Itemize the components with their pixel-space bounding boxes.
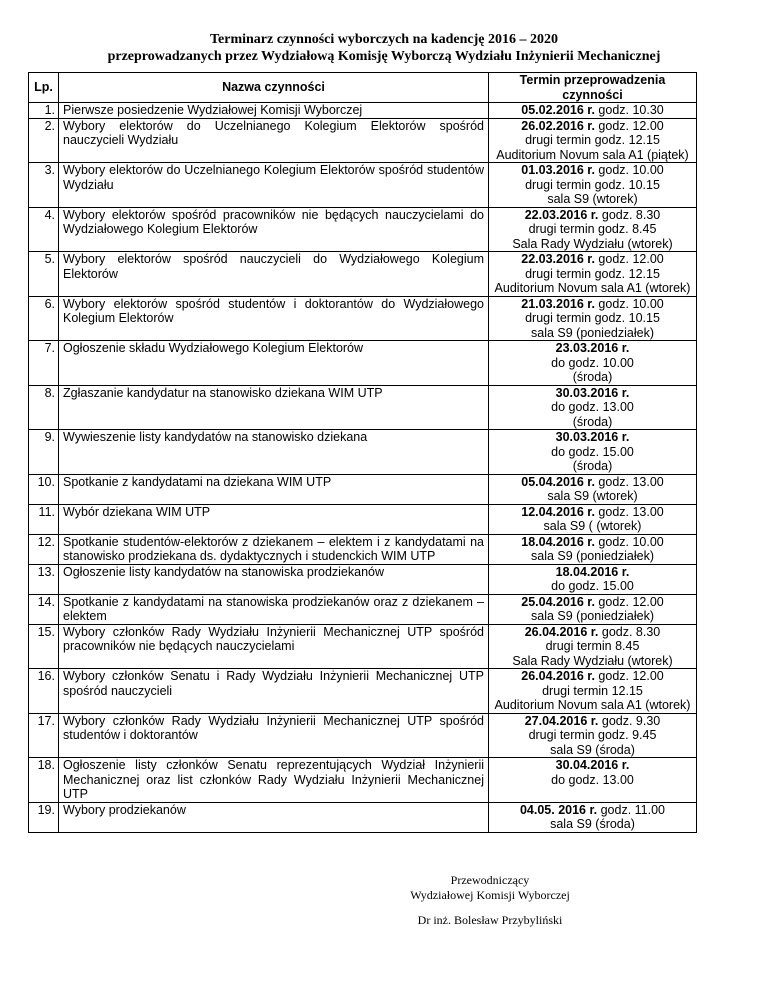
row-number: 19. [29, 802, 59, 832]
table-row [29, 624, 697, 669]
row-number: 12. [29, 534, 59, 564]
activity-term [489, 758, 697, 803]
row-number: 4. [29, 207, 59, 252]
row-number: 16. [29, 669, 59, 714]
activity-term [489, 504, 697, 534]
term-details: godz. 13.00 sala S9 (wtorek) [547, 474, 664, 503]
term-details: godz. 8.30 drugi termin godz. 8.45 Sala Rady Wydziału (wtorek) [512, 207, 673, 251]
activity-term [489, 207, 697, 252]
document-subtitle: przeprowadzanych przez Wydziałową Komisję Wyborczą Wydziału Inżynierii Mechanicznej [107, 49, 661, 64]
activity-name: Zgłaszanie kandydatur na stanowisko dziekana WIM UTP [59, 385, 489, 430]
table-header-row [29, 73, 697, 103]
term-date: 30.03.2016 r. [555, 430, 630, 444]
table-row [29, 669, 697, 714]
signature-committee: Wydziałowej Komisji Wyborczej [410, 888, 570, 902]
header-lp: Lp. [29, 73, 59, 103]
term-date: 18.04.2016 r. [555, 564, 630, 579]
row-number: 6. [29, 296, 59, 341]
activity-name: Wybór dziekana WIM UTP [59, 504, 489, 534]
table-row [29, 207, 697, 252]
term-date: 30.04.2016 r. [555, 758, 630, 772]
row-number: 14. [29, 594, 59, 624]
term-details: godz. 9.30 drugi termin godz. 9.45 sala S9 (środa) [528, 713, 661, 757]
table-row [29, 713, 697, 758]
term-details: godz. 10.00 drugi termin godz. 10.15 sala S9 (poniedziałek) [525, 296, 664, 340]
activity-name: Wybory elektorów do Uczelnianego Kolegium Elektorów spośród studentów Wydziału [59, 163, 489, 208]
term-details: godz. 12.00 drugi termin godz. 12.15 Auditorium Novum sala A1 (piątek) [496, 118, 689, 162]
activity-name: Wybory członków Senatu i Rady Wydziału Inżynierii Mechanicznej UTP spośród nauczycieli [59, 669, 489, 714]
activity-name: Wybory członków Rady Wydziału Inżynierii Mechanicznej UTP spośród studentów i doktorantów [59, 713, 489, 758]
header-name: Nazwa czynności [59, 73, 489, 103]
term-details: godz. 10.00 sala S9 (poniedziałek) [531, 534, 664, 563]
activity-term [489, 385, 697, 430]
term-date: 25.04.2016 r. [521, 594, 595, 609]
signature-title: Przewodniczący [450, 873, 530, 887]
term-date: 05.04.2016 r. [521, 474, 595, 489]
table-row [29, 103, 697, 119]
row-number: 17. [29, 713, 59, 758]
table-row [29, 564, 697, 594]
term-details: godz. 8.30 drugi termin 8.45 Sala Rady Wydziału (wtorek) [512, 624, 673, 668]
activity-name: Ogłoszenie składu Wydziałowego Kolegium Elektorów [59, 341, 489, 386]
term-details: godz. 10.30 [594, 103, 664, 117]
activity-term [489, 163, 697, 208]
table-row [29, 758, 697, 803]
term-details: do godz. 15.00 [551, 579, 634, 593]
activity-term [489, 669, 697, 714]
header-term: Termin przeprowadzenia czynności [489, 73, 697, 103]
document-title: Terminarz czynności wyborczych na kadencję 2016 – 2020 [209, 32, 559, 47]
signature-name: Dr inż. Bolesław Przybyliński [417, 913, 563, 927]
row-number: 11. [29, 504, 59, 534]
term-date: 04.05. 2016 r. [519, 802, 598, 817]
activity-name: Wybory prodziekanów [59, 802, 489, 832]
term-details: do godz. 13.00 (środa) [551, 400, 634, 429]
activity-name: Pierwsze posiedzenie Wydziałowej Komisji Wyborczej [59, 103, 489, 119]
term-date: 21.03.2016 r. [521, 296, 595, 311]
row-number: 2. [29, 118, 59, 163]
table-row [29, 534, 697, 564]
term-details: godz. 13.00 sala S9 ( (wtorek) [543, 504, 664, 533]
table-row [29, 504, 697, 534]
activity-term [489, 103, 697, 119]
term-date: 26.02.2016 r. [521, 118, 595, 133]
activity-term [489, 252, 697, 297]
row-number: 13. [29, 564, 59, 594]
activity-name: Wybory elektorów spośród studentów i doktorantów do Wydziałowego Kolegium Elektorów [59, 296, 489, 341]
table-row [29, 118, 697, 163]
term-details: do godz. 13.00 [551, 772, 634, 787]
activity-name: Wybory elektorów spośród pracowników nie będących nauczycielami do Wydziałowego Kolegium Elektorów [59, 207, 489, 252]
term-date: 18.04.2016 r. [521, 534, 595, 549]
activity-term [489, 564, 697, 594]
activity-term [489, 534, 697, 564]
table-row [29, 474, 697, 504]
row-number: 8. [29, 385, 59, 430]
term-date: 27.04.2016 r. [524, 713, 599, 728]
activity-term [489, 802, 697, 832]
activity-term [489, 296, 697, 341]
term-details: do godz. 10.00 (środa) [551, 355, 634, 384]
row-number: 9. [29, 430, 59, 475]
activity-term [489, 430, 697, 475]
table-body [29, 103, 697, 833]
table-row [29, 594, 697, 624]
activity-term [489, 341, 697, 386]
activity-name: Wybory elektorów spośród nauczycieli do Wydziałowego Kolegium Elektorów [59, 252, 489, 297]
table-row [29, 385, 697, 430]
row-number: 1. [29, 103, 59, 119]
term-date: 22.03.2016 r. [521, 252, 595, 266]
activity-name: Spotkanie z kandydatami na dziekana WIM UTP [59, 474, 489, 504]
term-details: godz. 12.00 sala S9 (poniedziałek) [531, 594, 664, 623]
table-row [29, 296, 697, 341]
activity-name: Ogłoszenie listy członków Senatu reprezentujących Wydział Inżynierii Mechanicznej oraz list członków Rady Wydziału Inżynierii Mechanicznej UTP [59, 758, 489, 803]
term-date: 01.03.2016 r. [521, 163, 595, 177]
term-date: 30.03.2016 r. [555, 385, 630, 400]
term-date: 22.03.2016 r. [524, 207, 599, 222]
term-date: 05.02.2016 r. [521, 103, 595, 117]
table-row [29, 802, 697, 832]
row-number: 3. [29, 163, 59, 208]
term-details: godz. 12.00 drugi termin 12.15 Auditorium Novum sala A1 (wtorek) [494, 669, 691, 712]
activity-name: Wybory członków Rady Wydziału Inżynierii Mechanicznej UTP spośród pracowników nie będących nauczycielami [59, 624, 489, 669]
row-number: 15. [29, 624, 59, 669]
activity-name: Spotkanie studentów-elektorów z dziekanem – elektem i z kandydatami na stanowisko prodziekana ds. dydaktycznych i studenckich WIM UTP [59, 534, 489, 564]
table-row [29, 341, 697, 386]
row-number: 7. [29, 341, 59, 386]
activity-name: Spotkanie z kandydatami na stanowiska prodziekanów oraz z dziekanem – elektem [59, 594, 489, 624]
activity-name: Ogłoszenie listy kandydatów na stanowiska prodziekanów [59, 564, 489, 594]
row-number: 5. [29, 252, 59, 297]
table-row [29, 163, 697, 208]
activity-name: Wybory elektorów do Uczelnianego Kolegium Elektorów spośród nauczycieli Wydziału [59, 118, 489, 163]
activity-term [489, 594, 697, 624]
term-details: do godz. 15.00 (środa) [551, 444, 634, 473]
activity-term [489, 624, 697, 669]
activity-name: Wywieszenie listy kandydatów na stanowisko dziekana [59, 430, 489, 475]
activity-term [489, 118, 697, 163]
term-date: 12.04.2016 r. [521, 504, 595, 519]
row-number: 18. [29, 758, 59, 803]
activity-term [489, 713, 697, 758]
schedule-table [28, 72, 697, 833]
row-number: 10. [29, 474, 59, 504]
term-date: 23.03.2016 r. [555, 341, 630, 355]
term-details: godz. 11.00 sala S9 (środa) [550, 802, 666, 831]
activity-term [489, 474, 697, 504]
term-details: godz. 12.00 drugi termin godz. 12.15 Auditorium Novum sala A1 (wtorek) [494, 252, 691, 295]
term-date: 26.04.2016 r. [524, 624, 599, 639]
table-row [29, 252, 697, 297]
term-date: 26.04.2016 r. [521, 669, 595, 683]
term-details: godz. 10.00 drugi termin godz. 10.15 sala S9 (wtorek) [525, 163, 664, 206]
table-row [29, 430, 697, 475]
